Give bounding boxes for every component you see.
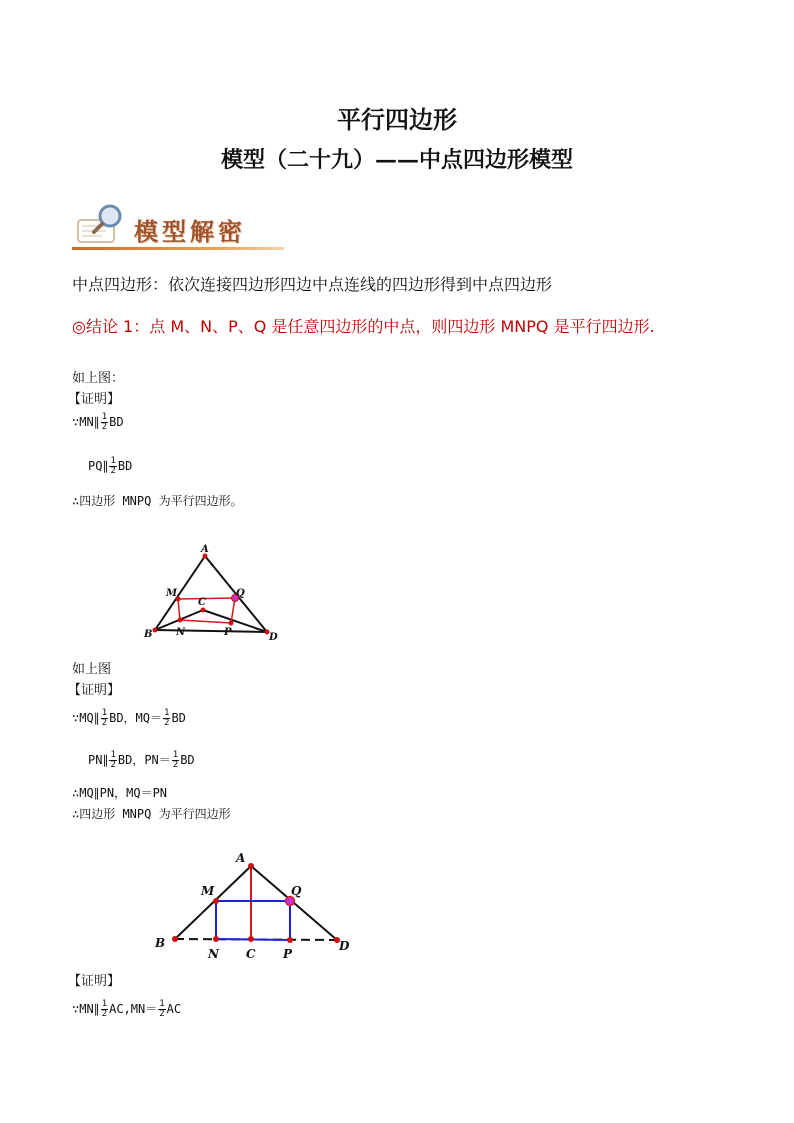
fraction-half: $\frac{1}{2}$ <box>101 708 108 728</box>
proof2-line1-b: BD，MQ＝ <box>109 711 163 725</box>
page-subtitle: 模型（二十九）——中点四边形模型 <box>220 147 573 173</box>
fraction-half: $\frac{1}{2}$ <box>110 456 116 476</box>
proof2-intro: 如上图 <box>72 662 112 677</box>
proof1-line2 <box>88 457 132 476</box>
because-symbol: ∵ <box>72 711 80 725</box>
proof2-line3: ∴MQ∥PN，MQ＝PN <box>72 786 168 800</box>
proof3-line1-a: MN∥ <box>79 1002 100 1016</box>
because-symbol: ∵ <box>72 1002 80 1016</box>
fraction-half: $\frac{1}{2}$ <box>172 750 179 770</box>
proof3-label: 【证明】 <box>68 974 121 989</box>
magnifier-book-icon <box>72 200 132 250</box>
fig1-label-M: M <box>166 588 178 599</box>
proof3-line1-c: AC <box>166 1002 182 1016</box>
fig1-label-B: B <box>144 629 153 640</box>
page-title: 平行四边形 <box>337 105 457 134</box>
definition-text: 中点四边形：依次连接四边形四边中点连线的四边形得到中点四边形 <box>72 275 553 294</box>
section-banner <box>72 200 284 254</box>
fig2-label-A: A <box>236 851 246 865</box>
fig2-label-C: C <box>246 947 256 961</box>
proof2-line1-c: BD <box>171 711 186 725</box>
proof2-label: 【证明】 <box>68 683 121 698</box>
fraction-half: $\frac{1}{2}$ <box>101 412 108 432</box>
fig2-label-P: P <box>283 947 293 961</box>
proof2-line2-c: BD <box>180 753 195 767</box>
fig1-label-Q: Q <box>236 588 245 599</box>
proof1-intro: 如上图： <box>72 371 125 386</box>
fraction-half: $\frac{1}{2}$ <box>164 708 170 728</box>
fraction-half: $\frac{1}{2}$ <box>101 999 108 1019</box>
fig1-label-A: A <box>201 544 209 555</box>
proof1-therefore: ∴四边形 MNPQ 为平行四边形。 <box>72 494 243 508</box>
fig2-label-M: M <box>201 884 215 898</box>
proof3-line1 <box>72 1000 181 1019</box>
proof2-line2-a: PN∥ <box>88 753 109 767</box>
proof1-line1 <box>72 413 124 432</box>
fig1-label-C: C <box>198 597 206 608</box>
proof2-line1 <box>72 709 186 728</box>
proof1-line1-a: MN∥ <box>79 415 100 429</box>
banner-underline <box>72 247 284 250</box>
proof2-line2 <box>88 751 195 770</box>
figure1-quadrilateral <box>140 542 300 652</box>
proof1-line2-b: BD <box>117 459 133 473</box>
fig2-label-B: B <box>155 936 166 950</box>
fig2-label-D: D <box>339 939 350 953</box>
proof2-therefore: ∴四边形 MNPQ 为平行四边形 <box>72 807 231 821</box>
because-symbol: ∵ <box>72 415 80 429</box>
fig2-label-N: N <box>208 947 219 961</box>
proof2-line1-a: MQ∥ <box>79 711 100 725</box>
figure2-quadrilateral <box>150 848 370 963</box>
fig1-label-P: P <box>224 627 232 638</box>
fraction-half: $\frac{1}{2}$ <box>110 750 116 770</box>
fig1-label-N: N <box>176 627 186 638</box>
proof1-line2-a: PQ∥ <box>88 459 109 473</box>
fig1-label-D: D <box>269 632 278 643</box>
conclusion-text: ◎结论 1：点 M、N、P、Q 是任意四边形的中点，则四边形 MNPQ 是平行四边形. <box>72 317 655 336</box>
banner-label: 模型解密 <box>134 217 246 246</box>
fig2-label-Q: Q <box>291 884 302 898</box>
fraction-half: $\frac{1}{2}$ <box>159 999 165 1019</box>
proof2-line2-b: BD，PN＝ <box>117 753 171 767</box>
proof1-label: 【证明】 <box>68 392 121 407</box>
proof1-line1-b: BD <box>109 415 124 429</box>
proof3-line1-b: AC,MN＝ <box>109 1002 158 1016</box>
